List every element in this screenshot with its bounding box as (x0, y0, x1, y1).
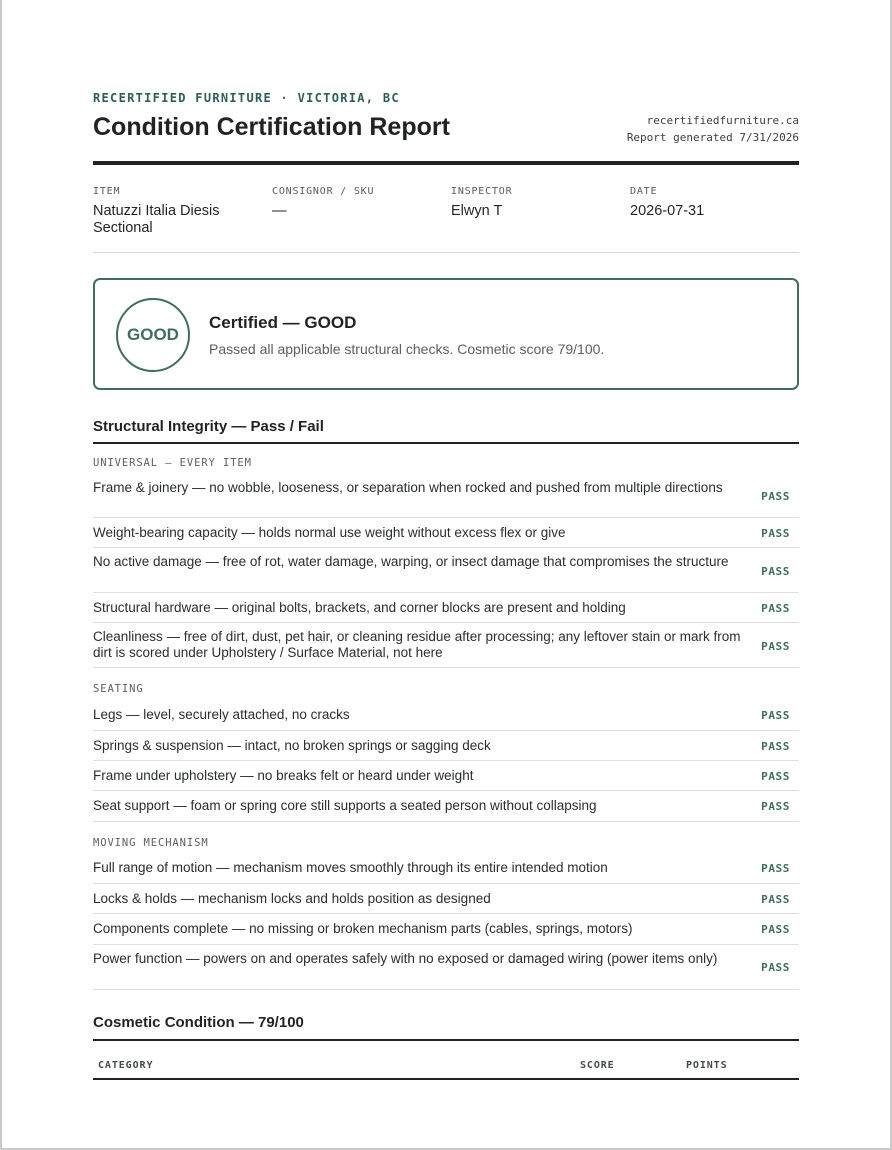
certification-card (93, 278, 799, 390)
check-text: Frame under upholstery — no breaks felt or heard under weight (93, 768, 474, 783)
info-label: INSPECTOR (451, 186, 513, 197)
info-item (93, 186, 263, 237)
check-row (93, 761, 799, 791)
check-row (93, 731, 799, 761)
info-value: 2026-07-31 (630, 203, 705, 219)
check-text: Seat support — foam or spring core still supports a seated person without collapsing (93, 798, 597, 813)
check-result: PASS (761, 709, 790, 722)
check-text: Power function — powers on and operates safely with no exposed or damaged wiring (power items only) (93, 951, 718, 966)
check-result: PASS (761, 961, 790, 974)
check-result: PASS (761, 740, 790, 753)
info-date (630, 186, 800, 220)
check-result: PASS (761, 640, 790, 653)
report-title: Condition Certification Report (93, 113, 450, 141)
check-row (93, 853, 799, 884)
check-text: Springs & suspension — intact, no broken springs or sagging deck (93, 738, 491, 753)
check-text: Components complete — no missing or broken mechanism parts (cables, springs, motors) (93, 921, 633, 936)
check-result: PASS (761, 527, 790, 540)
check-row (93, 791, 799, 822)
check-result: PASS (761, 490, 790, 503)
check-result: PASS (761, 770, 790, 783)
group-label-universal: UNIVERSAL — EVERY ITEM (93, 457, 252, 469)
info-consignor (272, 186, 442, 220)
website-link[interactable]: recertifiedfurniture.ca (646, 114, 799, 127)
check-text: Full range of motion — mechanism moves smoothly through its entire intended motion (93, 860, 608, 875)
check-row (93, 884, 799, 914)
structural-heading: Structural Integrity — Pass / Fail (93, 418, 799, 444)
check-row (93, 548, 799, 593)
column-header-score: SCORE (580, 1060, 615, 1071)
grade-badge: GOOD (116, 298, 190, 372)
check-row (93, 700, 799, 731)
check-result: PASS (761, 800, 790, 813)
check-text: Structural hardware — original bolts, brackets, and corner blocks are present and holding (93, 600, 626, 615)
certification-summary: Passed all applicable structural checks. Cosmetic score 79/100. (209, 341, 605, 357)
check-row (93, 623, 799, 668)
generated-date: Report generated 7/31/2026 (626, 131, 799, 144)
check-text: No active damage — free of rot, water damage, warping, or insect damage that compromises the structure (93, 554, 729, 569)
info-label: DATE (630, 186, 658, 197)
check-text: Legs — level, securely attached, no cracks (93, 707, 350, 722)
certification-title: Certified — GOOD (209, 313, 357, 332)
check-row (93, 518, 799, 548)
info-value: Elwyn T (451, 203, 503, 219)
check-result: PASS (761, 565, 790, 578)
check-text: Weight-bearing capacity — holds normal use weight without excess flex or give (93, 525, 566, 540)
cosmetic-heading: Cosmetic Condition — 79/100 (93, 1014, 304, 1031)
check-row (93, 914, 799, 945)
info-value: Natuzzi Italia Diesis Sectional (93, 203, 220, 236)
info-label: ITEM (93, 186, 121, 197)
check-row (93, 593, 799, 623)
check-row (93, 473, 799, 518)
column-header-points: POINTS (686, 1060, 728, 1071)
report-meta (627, 112, 799, 146)
brand-line: RECERTIFIED FURNITURE · VICTORIA, BC (93, 91, 400, 105)
group-label-moving-mechanism: MOVING MECHANISM (93, 837, 209, 849)
check-text: Frame & joinery — no wobble, looseness, or separation when rocked and pushed from multiple directions (93, 480, 723, 495)
group-label-seating: SEATING (93, 683, 144, 695)
check-result: PASS (761, 862, 790, 875)
check-text: Cleanliness — free of dirt, dust, pet hair, or cleaning residue after processing; any leftover stain or mark from dirt is scored under Upholstery / Surface Material, not here (93, 629, 741, 660)
check-result: PASS (761, 923, 790, 936)
column-header-category: CATEGORY (98, 1060, 154, 1071)
check-result: PASS (761, 602, 790, 615)
check-text: Locks & holds — mechanism locks and holds position as designed (93, 891, 491, 906)
info-value: — (272, 203, 287, 219)
report-header (93, 91, 799, 165)
check-result: PASS (761, 893, 790, 906)
info-inspector (451, 186, 621, 220)
info-label: CONSIGNOR / SKU (272, 186, 375, 197)
check-row (93, 945, 799, 990)
cosmetic-table-header (93, 1039, 799, 1080)
item-info (93, 186, 799, 253)
